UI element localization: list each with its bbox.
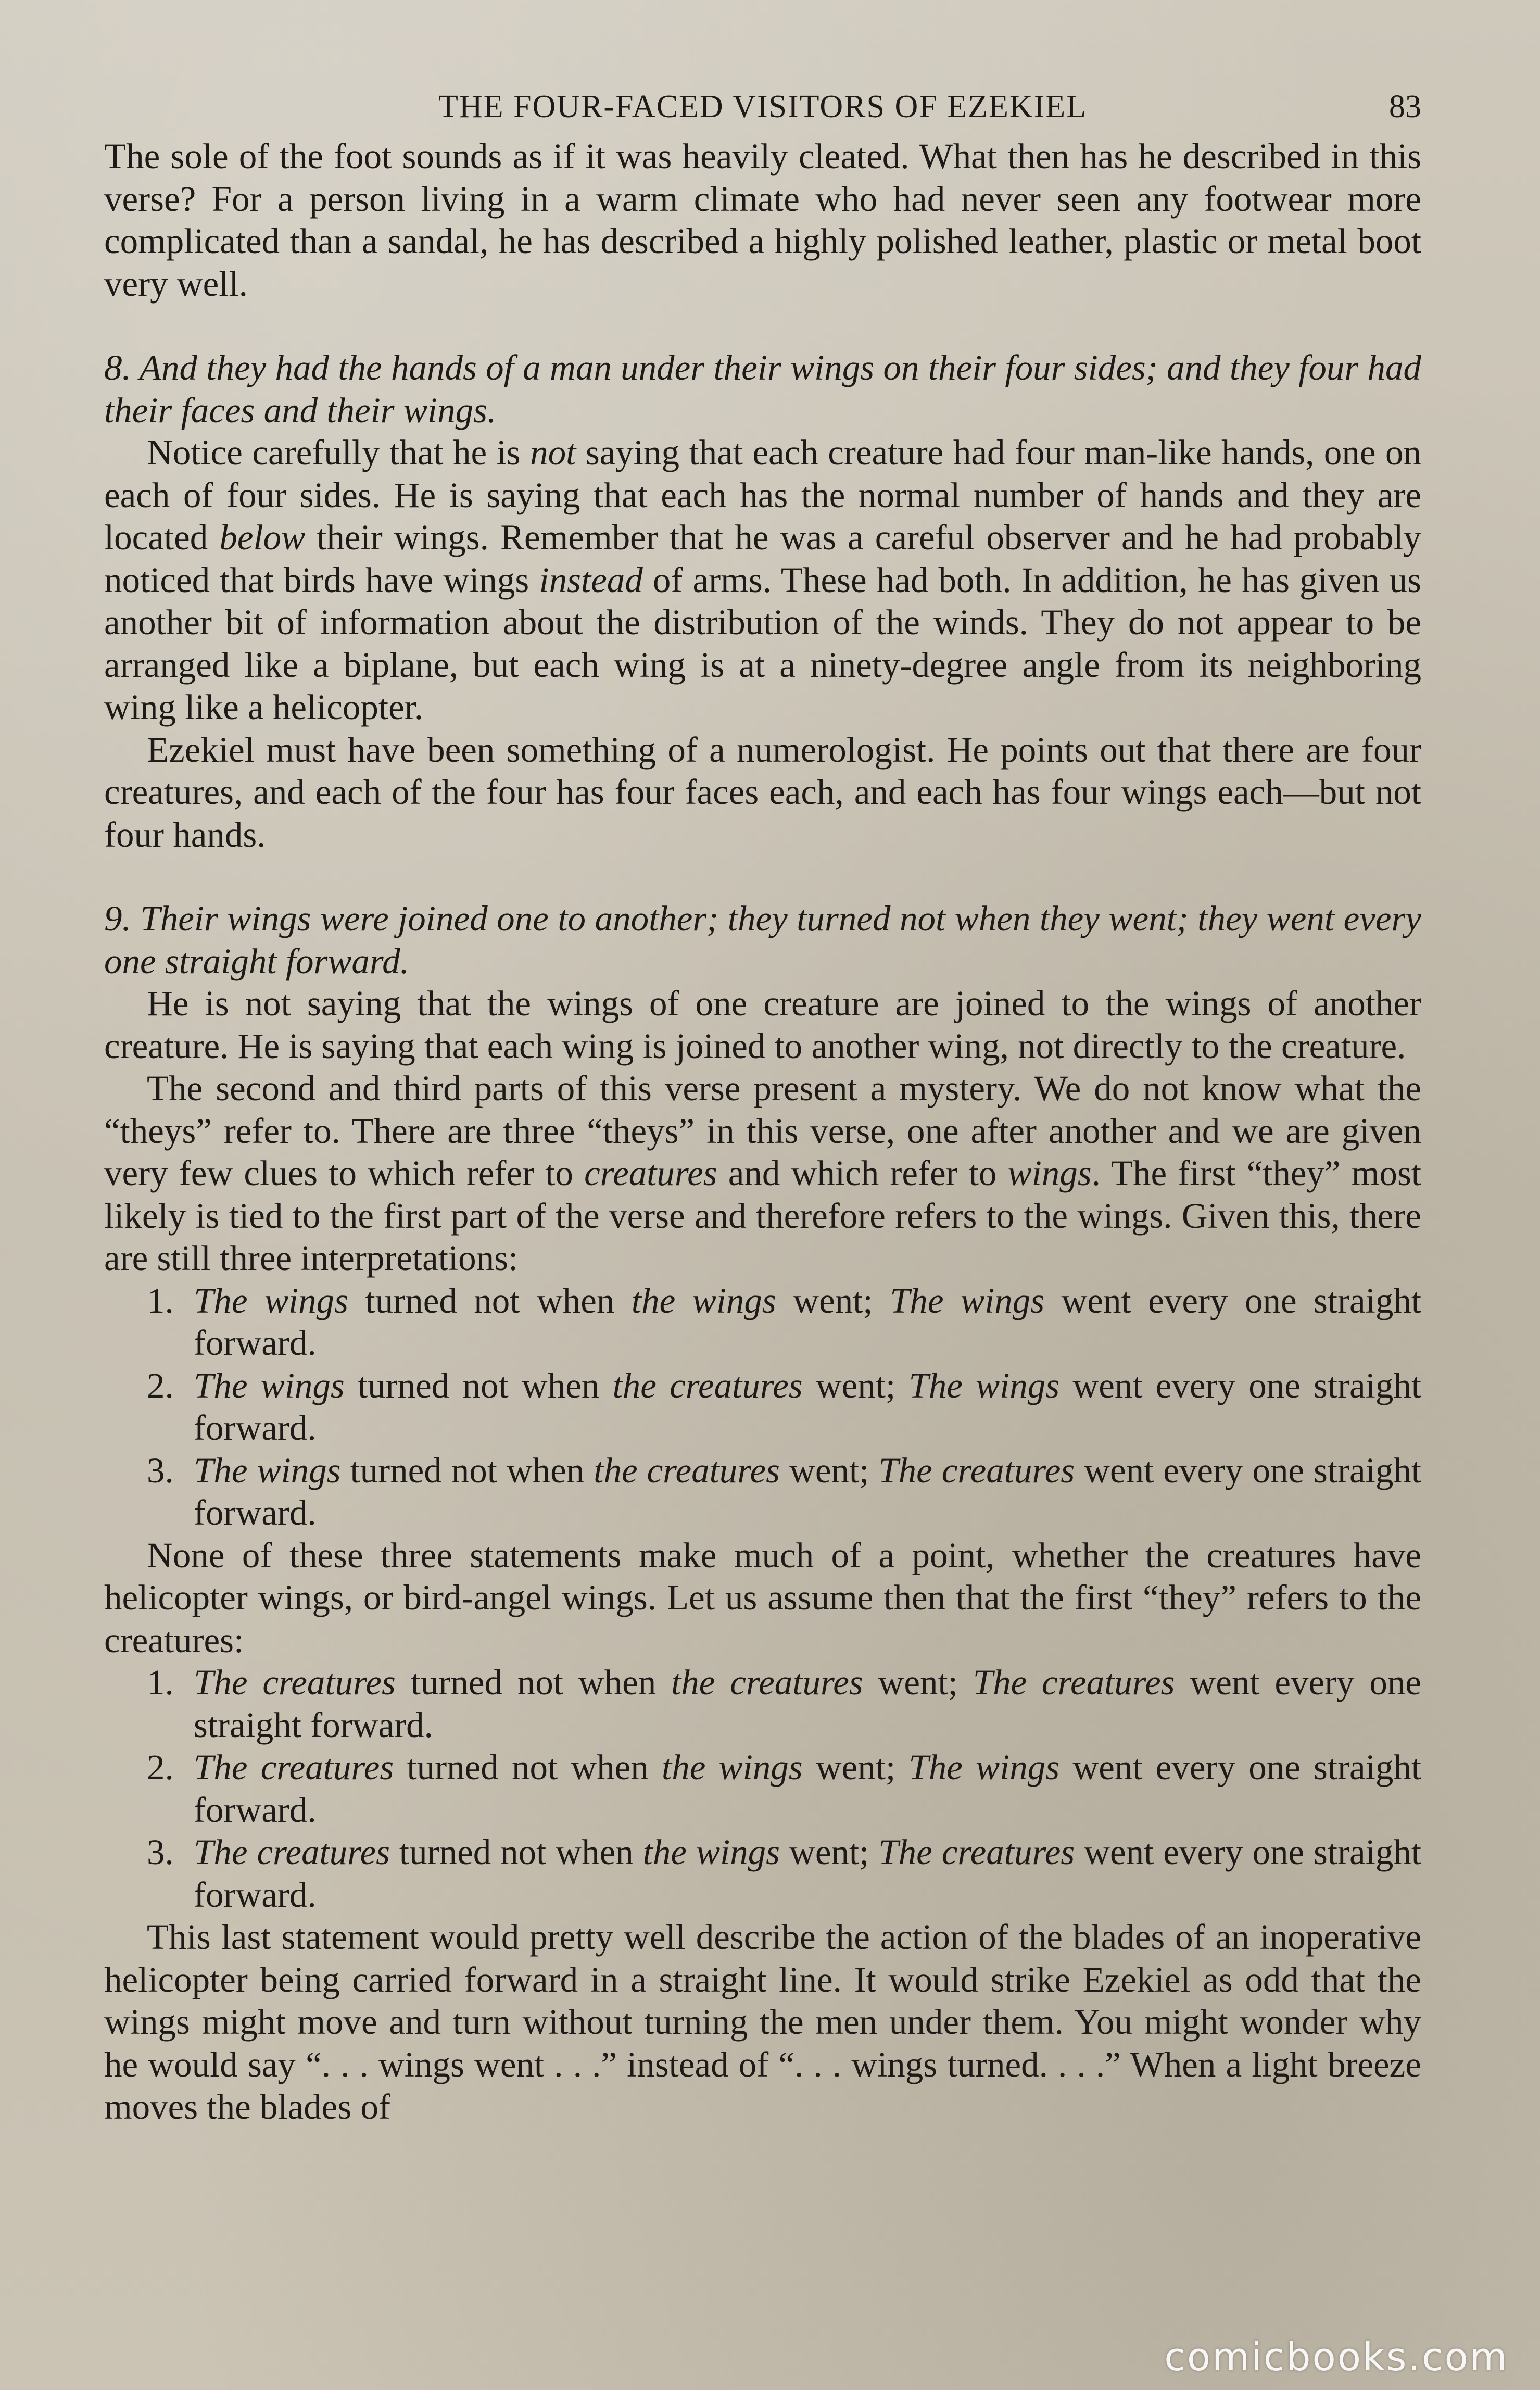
paragraph: None of these three statements make much of a point, whether the creatures have helicopter wings, or bird-angel wings. Let us assume then that the first “they” refers to the creatures: — [104, 1535, 1421, 1660]
text: turned not when — [348, 1280, 632, 1320]
list-item — [104, 1746, 1421, 1831]
text: went every one straight forward. — [194, 1663, 1422, 1745]
list-item — [104, 1831, 1421, 1916]
emphasis: The wings — [890, 1280, 1045, 1320]
emphasis: the creatures — [671, 1663, 863, 1702]
emphasis: instead — [539, 560, 643, 600]
text: went; — [780, 1450, 879, 1490]
text: turned not when — [394, 1747, 662, 1787]
section-gap — [104, 856, 1421, 898]
text: went; — [776, 1280, 890, 1320]
text: went every one straight forward. — [194, 1450, 1422, 1532]
page-header — [104, 78, 1421, 135]
emphasis: The creatures — [973, 1663, 1175, 1702]
emphasis: creatures — [584, 1153, 717, 1193]
text: and which refer to — [717, 1153, 1008, 1193]
interpretation-list-wings — [104, 1280, 1421, 1534]
emphasis: The creatures — [194, 1663, 396, 1702]
text: The second and third parts of this verse present a mystery. We do not know what the “theys” refer to. There are three “theys” in this verse, one after another and we are given very few clues to which refer to — [104, 1068, 1421, 1193]
paragraph: He is not saying that the wings of one creature are joined to the wings of another creature. He is saying that each wing is joined to another wing, not directly to the creature. — [104, 984, 1421, 1066]
emphasis: The wings — [194, 1450, 341, 1490]
text: went every one straight forward. — [194, 1280, 1422, 1363]
text: went; — [780, 1832, 879, 1872]
text: Notice carefully that he is — [147, 433, 531, 472]
text: turned not when — [340, 1450, 594, 1490]
text: went every one straight forward. — [194, 1365, 1422, 1448]
list-number: 1. — [147, 1663, 174, 1702]
text: went; — [863, 1663, 973, 1702]
text: their wings. Remember that he was a careful observer and he had probably noticed that birds have wings — [104, 518, 1422, 600]
emphasis: below — [219, 518, 306, 557]
list-item — [104, 1365, 1421, 1450]
paragraph — [104, 1067, 1421, 1280]
text: went; — [802, 1747, 909, 1787]
emphasis: The creatures — [194, 1747, 394, 1787]
list-item — [104, 1450, 1421, 1534]
running-head: THE FOUR-FACED VISITORS OF EZEKIEL — [438, 89, 1088, 124]
list-number: 3. — [147, 1832, 174, 1872]
emphasis: The creatures — [878, 1450, 1075, 1490]
emphasis: the wings — [631, 1280, 776, 1320]
emphasis: The wings — [908, 1747, 1060, 1787]
list-item — [104, 1280, 1421, 1365]
list-number: 3. — [147, 1450, 174, 1490]
paragraph — [104, 432, 1421, 729]
text: turned not when — [389, 1832, 643, 1872]
emphasis: The creatures — [194, 1832, 390, 1872]
text: . The first “they” most likely is tied to the first part of the verse and therefore refers to the wings. Given this, there are still three interpretations: — [104, 1153, 1422, 1278]
text: went every one straight forward. — [194, 1832, 1422, 1915]
verse-8: 8. And they had the hands of a man under their wings on their four sides; and they four had their faces and their wings. — [104, 348, 1421, 430]
list-number: 2. — [147, 1365, 174, 1405]
list-item — [104, 1662, 1421, 1746]
watermark: comicbooks.com — [1164, 2335, 1509, 2380]
emphasis: The creatures — [878, 1832, 1075, 1872]
verse-9: 9. Their wings were joined one to another; they turned not when they went; they went every one straight forward. — [104, 899, 1421, 981]
list-number: 1. — [147, 1280, 174, 1320]
page-number: 83 — [1389, 89, 1421, 124]
emphasis: The wings — [194, 1280, 349, 1320]
text: saying that each creature had four man-like hands, one on each of four sides. He is saying that each has the normal number of hands and they are located — [104, 433, 1421, 557]
book-page — [104, 78, 1421, 2129]
emphasis: the creatures — [594, 1450, 780, 1490]
section-gap — [104, 305, 1421, 347]
page-body — [104, 135, 1421, 2129]
emphasis: the wings — [642, 1832, 780, 1872]
emphasis: wings — [1007, 1153, 1092, 1193]
text: turned not when — [344, 1365, 613, 1405]
emphasis: not — [530, 433, 576, 472]
text: turned not when — [395, 1663, 672, 1702]
paragraph: Ezekiel must have been something of a numerologist. He points out that there are four creatures, and each of the four has four faces each, and each has four wings each—but not four hands. — [104, 729, 1421, 854]
emphasis: The wings — [194, 1365, 345, 1405]
list-number: 2. — [147, 1747, 174, 1787]
text: went every one straight forward. — [194, 1747, 1422, 1830]
text: of arms. These had both. In addition, he has given us another bit of information about the distribution of the winds. They do not appear to be arranged like a biplane, but each wing is at a ninety-degree angle from its neighboring wing like a helicopter. — [104, 560, 1421, 727]
emphasis: the creatures — [612, 1365, 803, 1405]
interpretation-list-creatures — [104, 1662, 1421, 1916]
paragraph: The sole of the foot sounds as if it was heavily cleated. What then has he described in this verse? For a person living in a warm climate who had never seen any footwear more complicated than a sandal, he has described a highly polished leather, plastic or metal boot very well. — [104, 136, 1421, 304]
text: went; — [802, 1365, 909, 1405]
paragraph: This last statement would pretty well describe the action of the blades of an inoperative helicopter being carried forward in a straight line. It would strike Ezekiel as odd that the wings might move and turn without turning the men under them. You might wonder why he would say “. . . wings went . . .” instead of “. . . wings turned. . . .” When a light breeze moves the blades of — [104, 1917, 1421, 2127]
emphasis: The wings — [908, 1365, 1060, 1405]
emphasis: the wings — [662, 1747, 803, 1787]
